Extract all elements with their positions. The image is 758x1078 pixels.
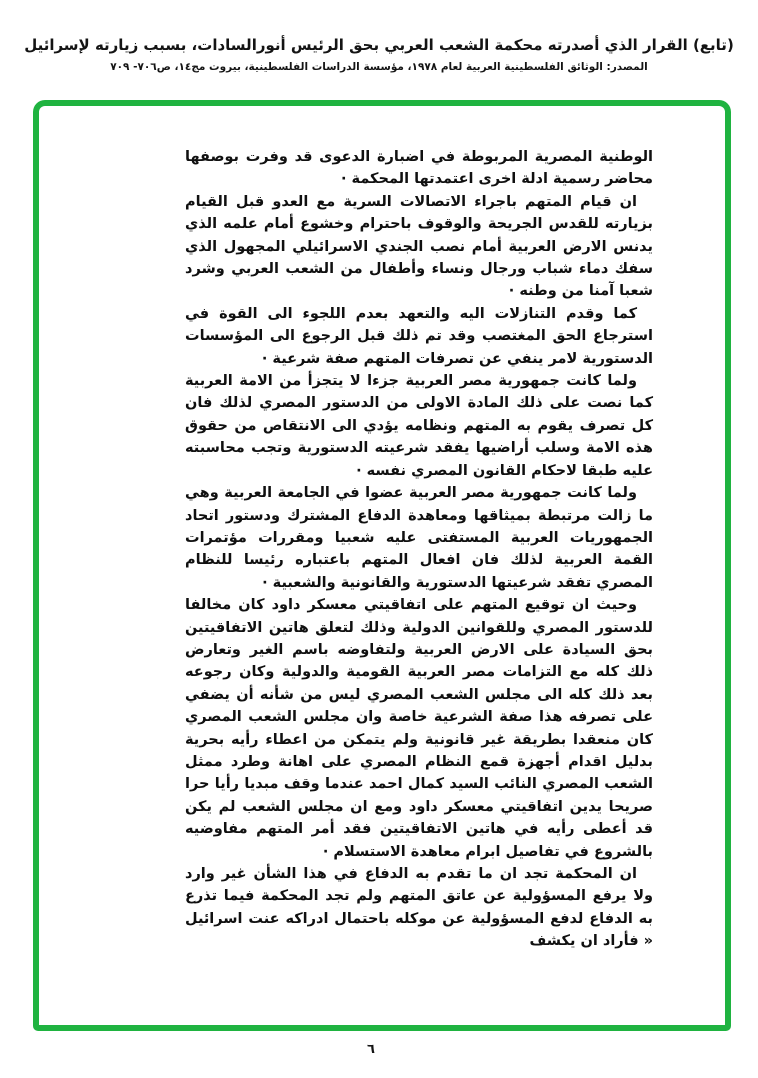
paragraph: وحيث ان توقيع المتهم على اتفاقيتي معسكر داود كان مخالفا للدستور المصري وللقوانين الدولية وذلك لتعلق هاتين الاتفاقيتين بحق السيادة على الارض العربية ولتفاوضه باسم الغير وتعارض ذلك كله مع التزامات مصر العربية القومية والدولية وكان رجوعه بعد ذلك كله الى مجلس الشعب المصري ليس من شأنه أن يضفي على تصرفه هذا صفة الشرعية خاصة وان مجلس الشعب المصري كان منعقدا بطريقة غير قانونية ولم يتمكن من اعطاء رأيه بحرية بدليل اقدام أجهزة قمع النظام المصري على اهانة وطرد ممثل الشعب المصري النائب السيد كمال احمد عندما وقف مبديا رأيا حرا صريحا يدين اتفاقيتي معسكر داود ومع ان مجلس الشعب لم يكن قد أعطى رأيه في هاتين الاتفاقيتين فقد أمر المتهم مفاوضيه بالشروع في تفاصيل ابرام معاهدة الاستسلام · (185, 597, 653, 860)
paragraph: الوطنية المصرية المربوطة في اضبارة الدعوى قد وفرت بوصفها محاضر رسمية ادلة اخرى اعتمدتها المحكمة · (185, 149, 653, 188)
green-border-frame (33, 100, 731, 1031)
paragraph: ولما كانت جمهورية مصر العربية جزءا لا يتجزأ من الامة العربية كما نصت على ذلك المادة الاولى من الدستور المصري لذلك فان كل تصرف يقوم به المتهم ونظامه يؤدي الى الانتقاص من حقوق هذه الامة وسلب أراضيها يفقد شرعيته الدستورية وتجب محاسبته عليه طبقا لاحكام القانون المصري نفسه · (185, 373, 653, 479)
document-header (0, 36, 758, 73)
paragraph: كما وقدم التنازلات اليه والتعهد بعدم اللجوء الى القوة في استرجاع الحق المغتصب وقد تم ذلك قبل الرجوع الى المؤسسات الدستورية لامر ينفي عن تصرفات المتهم صفة شرعية · (185, 305, 653, 367)
paragraph: ان قيام المتهم باجراء الاتصالات السرية مع العدو قبل القيام بزيارته للقدس الجريحة والوقوف باحترام وخشوع أمام علمه الذي يدنس الارض العربية أمام نصب الجندي الاسرائيلي المجهول الذي سفك دماء شباب ورجال ونساء وأطفال من الشعب العربي وشرد شعبا آمنا من وطنه · (185, 193, 653, 300)
document-title: (تابع) القرار الذي أصدرته محكمة الشعب العربي بحق الرئيس أنورالسادات، بسبب زيارته لإسرائيل (24, 36, 734, 54)
paragraph: ولما كانت جمهورية مصر العربية عضوا في الجامعة العربية وهي ما زالت مرتبطة بميثاقها ومعاهدة الدفاع المشترك ودستور اتحاد الجمهوريات العربية المستفتى عليه شعبيا ومقررات مؤتمرات القمة العربية لذلك فان افعال المتهم باعتباره رئيسا للنظام المصري تفقد شرعيتها الدستورية والقانونية والشعبية · (185, 485, 653, 591)
document-body (185, 146, 653, 953)
paragraph: ان المحكمة تجد ان ما تقدم به الدفاع في هذا الشأن غير وارد ولا يرفع المسؤولية عن عاتق المتهم ولم تجد المحكمة فيما تذرع به الدفاع لدفع المسؤولية عن موكله باحتمال ادراكه عنت اسرائيل « فأراد ان يكشف (185, 866, 653, 950)
source-citation: المصدر: الوثائق الفلسطينية العربية لعام ١٩٧٨، مؤسسة الدراسات الفلسطينية، بيروت مج١٤، ص٧٠٦- ٧٠٩ (110, 61, 648, 73)
page-number: ٦ (367, 1042, 375, 1057)
